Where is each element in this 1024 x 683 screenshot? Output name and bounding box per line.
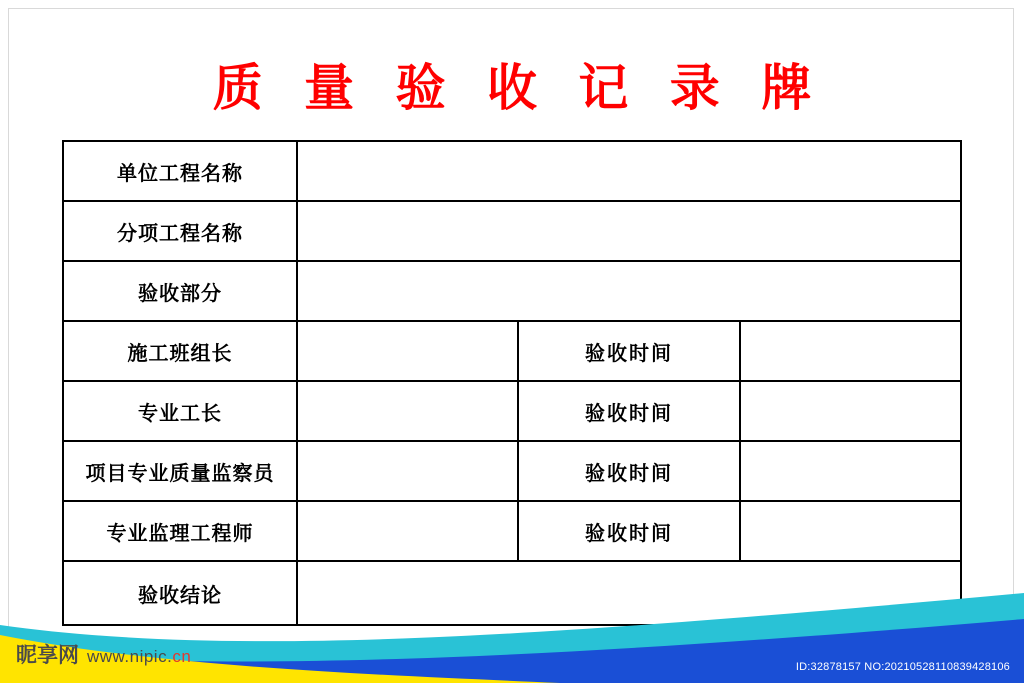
table-row xyxy=(63,141,961,201)
record-table-container xyxy=(62,140,962,626)
asset-id-text: ID:32878157 NO:20210528110839428106 xyxy=(795,661,1010,673)
row-label: 验收结论 xyxy=(63,561,297,625)
row-mid-label: 验收时间 xyxy=(518,441,739,501)
row-mid-label: 验收时间 xyxy=(518,321,739,381)
page-title: 质 量 验 收 记 录 牌 xyxy=(212,59,824,117)
row-value-input[interactable] xyxy=(297,501,518,561)
brand-url-main: www.nipic. xyxy=(87,647,173,666)
row-end-value-input[interactable] xyxy=(740,381,961,441)
row-label: 施工班组长 xyxy=(63,321,297,381)
row-label: 项目专业质量监察员 xyxy=(63,441,297,501)
brand-url-tld: cn xyxy=(172,647,192,666)
row-mid-label: 验收时间 xyxy=(518,501,739,561)
row-mid-label: 验收时间 xyxy=(518,381,739,441)
row-end-value-input[interactable] xyxy=(740,321,961,381)
row-label: 专业工长 xyxy=(63,381,297,441)
table-row xyxy=(63,501,961,561)
brand-name: 昵享网 xyxy=(16,643,79,667)
table-row xyxy=(63,201,961,261)
row-label: 验收部分 xyxy=(63,261,297,321)
watermark-brand xyxy=(16,639,191,669)
row-value-input[interactable] xyxy=(297,321,518,381)
row-end-value-input[interactable] xyxy=(740,501,961,561)
table-row xyxy=(63,381,961,441)
row-value-input[interactable] xyxy=(297,141,961,201)
table-row xyxy=(63,261,961,321)
row-value-input[interactable] xyxy=(297,441,518,501)
table-row xyxy=(63,441,961,501)
row-label: 单位工程名称 xyxy=(63,141,297,201)
row-label: 分项工程名称 xyxy=(63,201,297,261)
row-end-value-input[interactable] xyxy=(740,441,961,501)
row-value-input[interactable] xyxy=(297,201,961,261)
row-value-input[interactable] xyxy=(297,261,961,321)
row-value-input[interactable] xyxy=(297,381,518,441)
brand-url xyxy=(87,647,191,667)
row-label: 专业监理工程师 xyxy=(63,501,297,561)
table-row xyxy=(63,321,961,381)
quality-acceptance-table xyxy=(62,140,962,626)
